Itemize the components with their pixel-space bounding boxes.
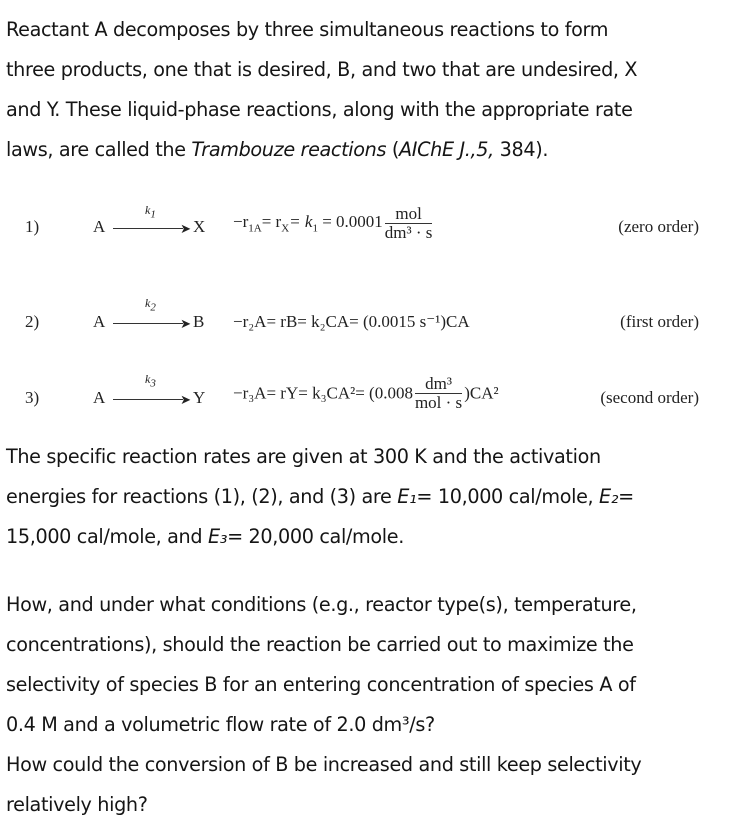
reaction-1: 1) A $k_1$ ➤ X $-r_{1A}= r_X= k_1 = 0.0001$ $\frac{\text{mol}}{\text{dm³ · s}}$ (zero order) — [25, 203, 699, 242]
conditions-line: 15,000 cal/mole, and E₃= 20,000 cal/mole. — [6, 525, 404, 548]
conditions-line: energies for reactions (1), (2), and (3) are E₁= 10,000 cal/mole, E₂= — [6, 485, 634, 508]
intro-line: three products, one that is desired, B, and two that are undesired, X — [6, 58, 638, 81]
intro-line: laws, are called the Trambouze reactions (AIChE J.,5, 384). — [6, 138, 549, 161]
question-paragraph — [6, 585, 736, 825]
activation-energy-symbol: E₁ — [397, 485, 417, 508]
reaction-arrow-icon: ➤ — [113, 221, 191, 235]
rate-law: $-r_{1A}= r_X= k_1 = 0.0001$ $\frac{\text{mol}}{\text{dm³ · s}}$ — [233, 204, 433, 242]
question-line: 0.4 M and a volumetric flow rate of 2.0 dm³/s? — [6, 713, 435, 736]
citation-title: Trambouze reactions — [191, 138, 387, 161]
rate-law: −r₂A= rB= k₂CA= (0.0015 s⁻¹)CA — [233, 312, 470, 331]
activation-energy-symbol: E₂ — [599, 485, 619, 508]
cropped-heading-fragment — [0, 0, 739, 6]
intro-line: and Y. These liquid-phase reactions, along with the appropriate rate — [6, 98, 633, 121]
rate-constant-label: $k_1$ — [145, 203, 156, 221]
reaction-order: (first order) — [620, 312, 699, 331]
rate-constant-label: $k_3$ — [145, 372, 156, 390]
question-line: concentrations), should the reaction be carried out to maximize the — [6, 633, 634, 656]
rate-constant-label: $k_2$ — [145, 296, 156, 314]
reaction-2: 2) A $k_2$ ➤ B −r₂A= rB= k₂CA= (0.0015 s⁻¹)CA (first order) — [25, 296, 699, 331]
reaction-arrow-icon: ➤ — [113, 392, 191, 406]
question-line: selectivity of species B for an entering concentration of species A of — [6, 673, 636, 696]
reaction-arrow-icon: ➤ — [113, 316, 191, 330]
journal-name: AIChE J.,5, — [399, 138, 494, 161]
activation-energy-symbol: E₃ — [207, 525, 228, 548]
reaction-3: 3) A $k_3$ ➤ Y −r₃A= rY= k₃CA²= (0.008 $\frac{\text{dm³}}{\text{mol · s}}$ )CA² (second order) — [25, 372, 699, 412]
reaction-order: (second order) — [600, 388, 699, 407]
reaction-order: (zero order) — [618, 217, 699, 236]
conditions-line: The specific reaction rates are given at 300 K and the activation — [6, 445, 601, 468]
rate-law: −r₃A= rY= k₃CA²= (0.008 $\frac{\text{dm³}}{\text{mol · s}}$ )CA² — [233, 374, 499, 412]
intro-line: Reactant A decomposes by three simultaneous reactions to form — [6, 18, 609, 41]
intro-paragraph — [6, 10, 736, 170]
question-line: relatively high? — [6, 793, 148, 816]
question-line: How could the conversion of B be increased and still keep selectivity — [6, 753, 642, 776]
question-line: How, and under what conditions (e.g., reactor type(s), temperature, — [6, 593, 637, 616]
conditions-paragraph — [6, 437, 736, 557]
